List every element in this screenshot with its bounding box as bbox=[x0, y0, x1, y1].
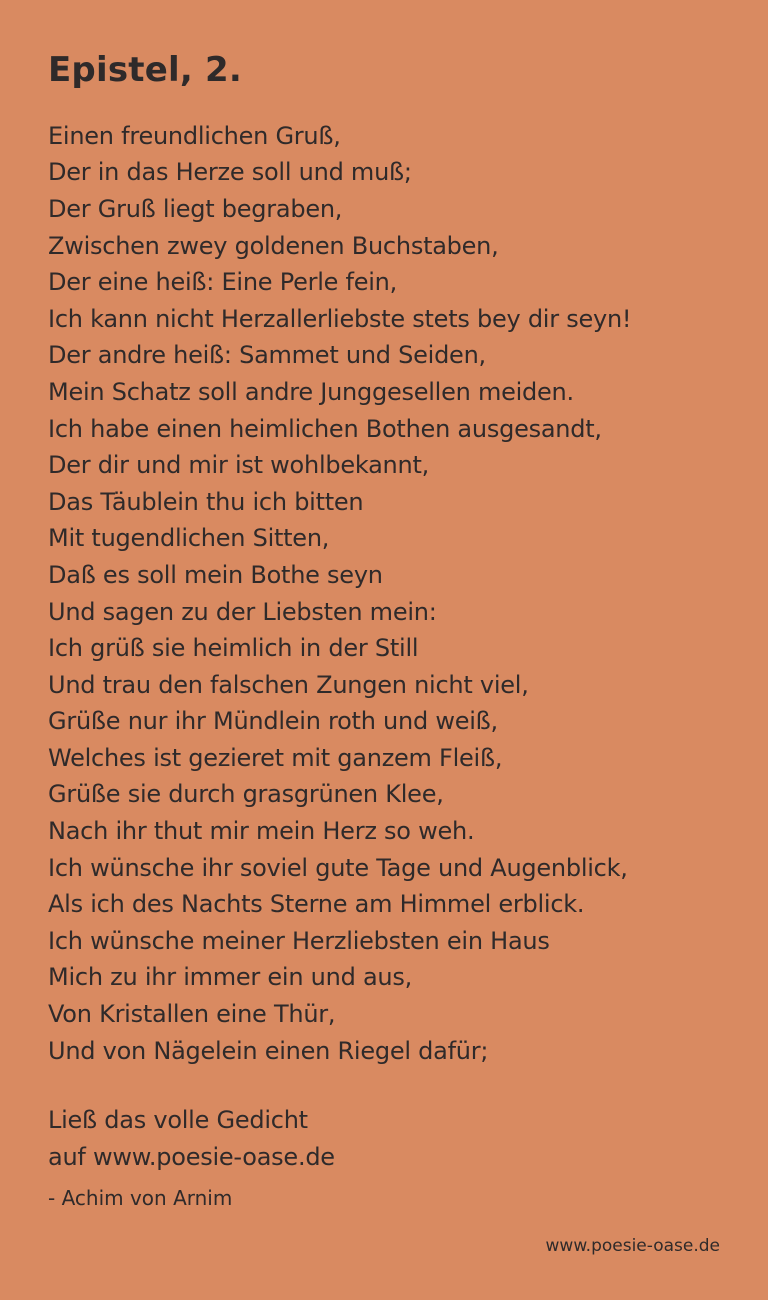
poem-line: Mit tugendlichen Sitten, bbox=[48, 524, 330, 553]
poem-line: Und sagen zu der Liebsten mein: bbox=[48, 597, 437, 626]
poem-title: Epistel, 2. bbox=[48, 50, 242, 90]
poem-line: Grüße sie durch grasgrünen Klee, bbox=[48, 780, 444, 809]
poem-line: Der eine heiß: Eine Perle fein, bbox=[48, 268, 397, 297]
poem-line: Grüße nur ihr Mündlein roth und weiß, bbox=[48, 707, 498, 736]
poem-line: Der in das Herze soll und muß; bbox=[48, 158, 412, 187]
poem-line: Mich zu ihr immer ein und aus, bbox=[48, 963, 413, 992]
poem-line: Ich kann nicht Herzallerliebste stets bey dir seyn! bbox=[48, 304, 632, 333]
poem-line: Ich wünsche meiner Herzliebsten ein Haus bbox=[48, 926, 550, 955]
poem-line: Der Gruß liegt begraben, bbox=[48, 194, 343, 223]
poem-card bbox=[48, 50, 744, 1212]
poem-line: Ich grüß sie heimlich in der Still bbox=[48, 634, 419, 663]
poem-line: Der andre heiß: Sammet und Seiden, bbox=[48, 341, 486, 370]
poem-line: Von Kristallen eine Thür, bbox=[48, 1000, 336, 1029]
poem-lines bbox=[48, 118, 744, 1069]
read-more-link[interactable]: auf www.poesie-oase.de bbox=[48, 1143, 335, 1172]
footer-website-link[interactable]: www.poesie-oase.de bbox=[545, 1236, 720, 1256]
poem-line: Und trau den falschen Zungen nicht viel, bbox=[48, 670, 529, 699]
poem-line: Welches ist gezieret mit ganzem Fleiß, bbox=[48, 743, 503, 772]
poem-line: Ich wünsche ihr soviel gute Tage und Augenblick, bbox=[48, 853, 628, 882]
poem-line: Das Täublein thu ich bitten bbox=[48, 487, 364, 516]
poem-line: Als ich des Nachts Sterne am Himmel erblick. bbox=[48, 890, 585, 919]
poem-line: Mein Schatz soll andre Junggesellen meiden. bbox=[48, 377, 574, 406]
poem-line: Nach ihr thut mir mein Herz so weh. bbox=[48, 817, 475, 846]
poem-line: Einen freundlichen Gruß, bbox=[48, 121, 341, 150]
poem-line: Zwischen zwey goldenen Buchstaben, bbox=[48, 231, 499, 260]
read-more-callout bbox=[48, 1102, 744, 1176]
poem-author: - Achim von Arnim bbox=[48, 1186, 233, 1211]
read-more-text: Ließ das volle Gedicht bbox=[48, 1106, 308, 1135]
poem-line: Und von Nägelein einen Riegel dafür; bbox=[48, 1036, 489, 1065]
poem-line: Ich habe einen heimlichen Bothen ausgesandt, bbox=[48, 414, 602, 443]
poem-line: Daß es soll mein Bothe seyn bbox=[48, 560, 383, 589]
poem-line: Der dir und mir ist wohlbekannt, bbox=[48, 451, 430, 480]
